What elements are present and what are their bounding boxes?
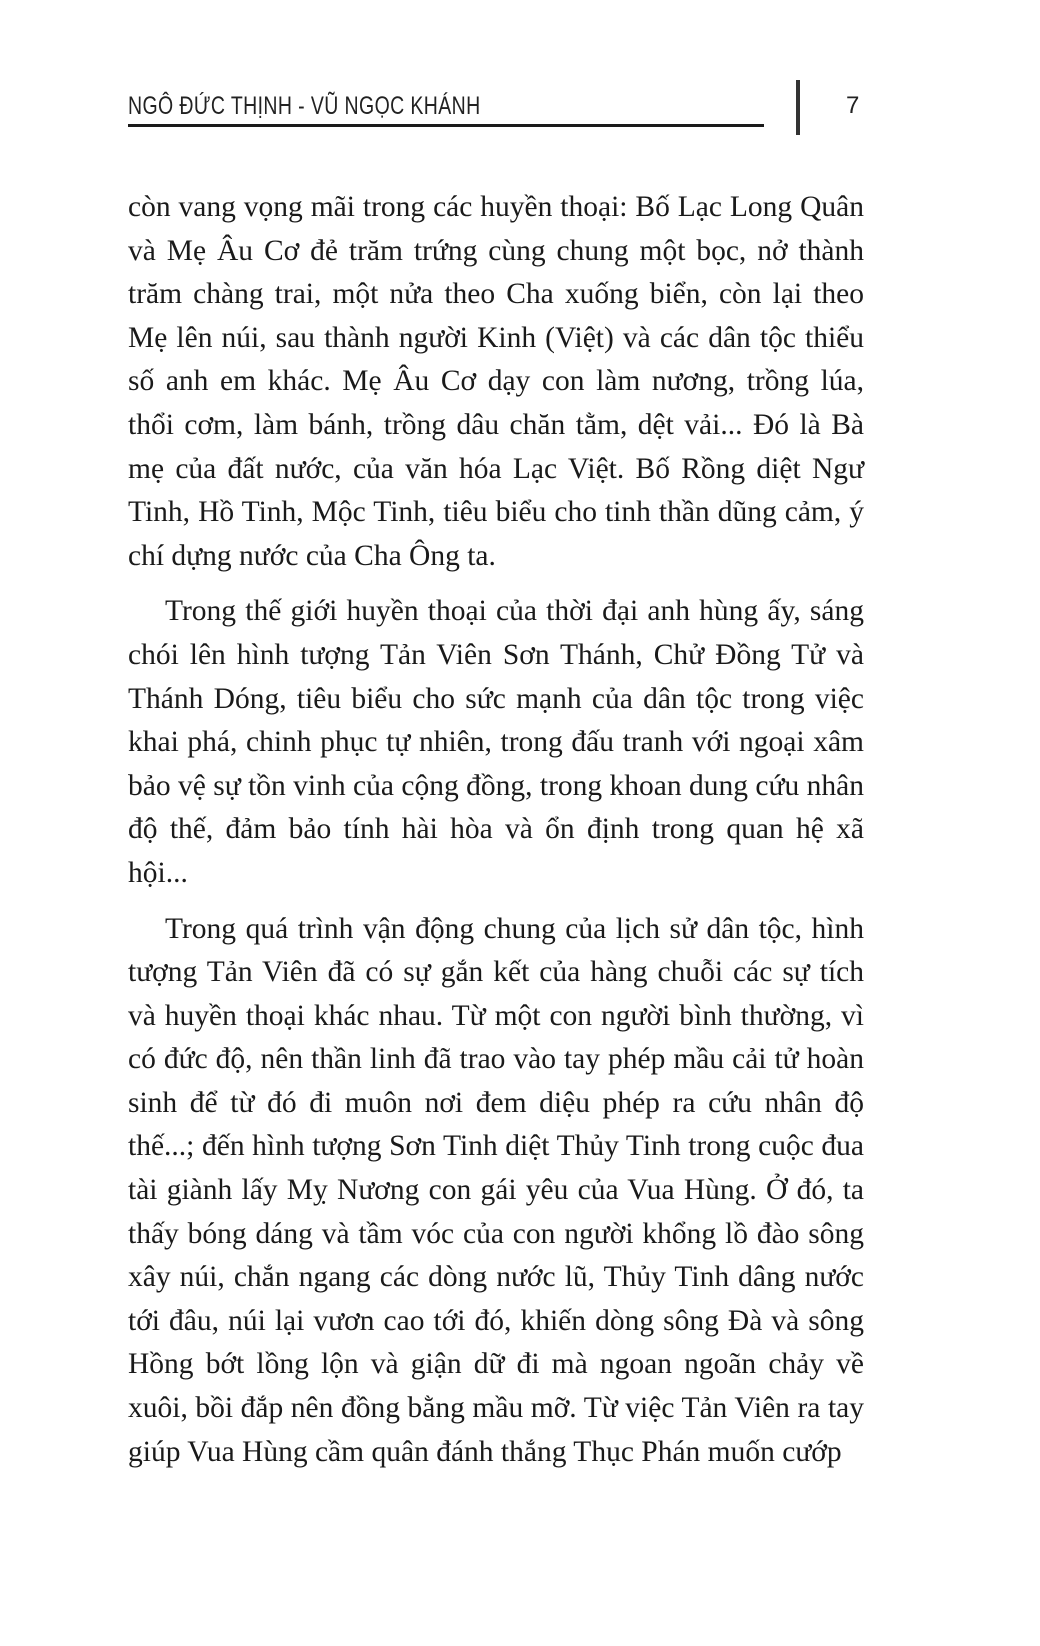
header-divider-bar <box>796 80 800 135</box>
body-text <box>128 186 864 1486</box>
header-rule <box>128 124 764 127</box>
paragraph-2: Trong thế giới huyền thoại của thời đại anh hùng ấy, sáng chói lên hình tượng Tản Viên Sơn Thánh, Chử Đồng Tử và Thánh Dóng, tiêu biểu cho sức mạnh của dân tộc trong việc khai phá, chinh phục tự nhiên, trong đấu tranh với ngoại xâm bảo vệ sự tồn vinh của cộng đồng, trong khoan dung cứu nhân độ thế, đảm bảo tính hài hòa và ổn định trong quan hệ xã hội... <box>128 595 864 889</box>
paragraph-1: còn vang vọng mãi trong các huyền thoại: Bố Lạc Long Quân và Mẹ Âu Cơ đẻ trăm trứng cùng chung một bọc, nở thành trăm chàng trai, một nửa theo Cha xuống biển, còn lại theo Mẹ lên núi, sau thành người Kinh (Việt) và các dân tộc thiểu số anh em khác. Mẹ Âu Cơ dạy con làm nương, trồng lúa, thổi cơm, làm bánh, trồng dâu chăn tằm, dệt vải... Đó là Bà mẹ của đất nước, của văn hóa Lạc Việt. Bố Rồng diệt Ngư Tinh, Hồ Tinh, Mộc Tinh, tiêu biểu cho tinh thần dũng cảm, ý chí dựng nước của Cha Ông ta. <box>128 191 864 572</box>
header-author: NGÔ ĐỨC THỊNH - VŨ NGỌC KHÁNH <box>128 92 481 120</box>
paragraph-3: Trong quá trình vận động chung của lịch sử dân tộc, hình tượng Tản Viên đã có sự gắn kết của hàng chuỗi các sự tích và huyền thoại khác nhau. Từ một con người bình thường, vì có đức độ, nên thần linh đã trao vào tay phép mầu cải tử hoàn sinh để từ đó đi muôn nơi đem diệu phép ra cứu nhân độ thế...; đến hình tượng Sơn Tinh diệt Thủy Tinh trong cuộc đua tài giành lấy Mỵ Nương con gái yêu của Vua Hùng. Ở đó, ta thấy bóng dáng và tầm vóc của con người khổng lồ đào sông xây núi, chắn ngang các dòng nước lũ, Thủy Tinh dâng nước tới đâu, núi lại vươn cao tới đó, khiến dòng sông Đà và sông Hồng bớt lồng lộn và giận dữ đi mà ngoan ngoãn chảy về xuôi, bồi đắp nên đồng bằng mầu mỡ. Từ việc Tản Viên ra tay giúp Vua Hùng cầm quân đánh thắng Thục Phán muốn cướp <box>128 912 864 1468</box>
page-number: 7 <box>846 92 860 119</box>
